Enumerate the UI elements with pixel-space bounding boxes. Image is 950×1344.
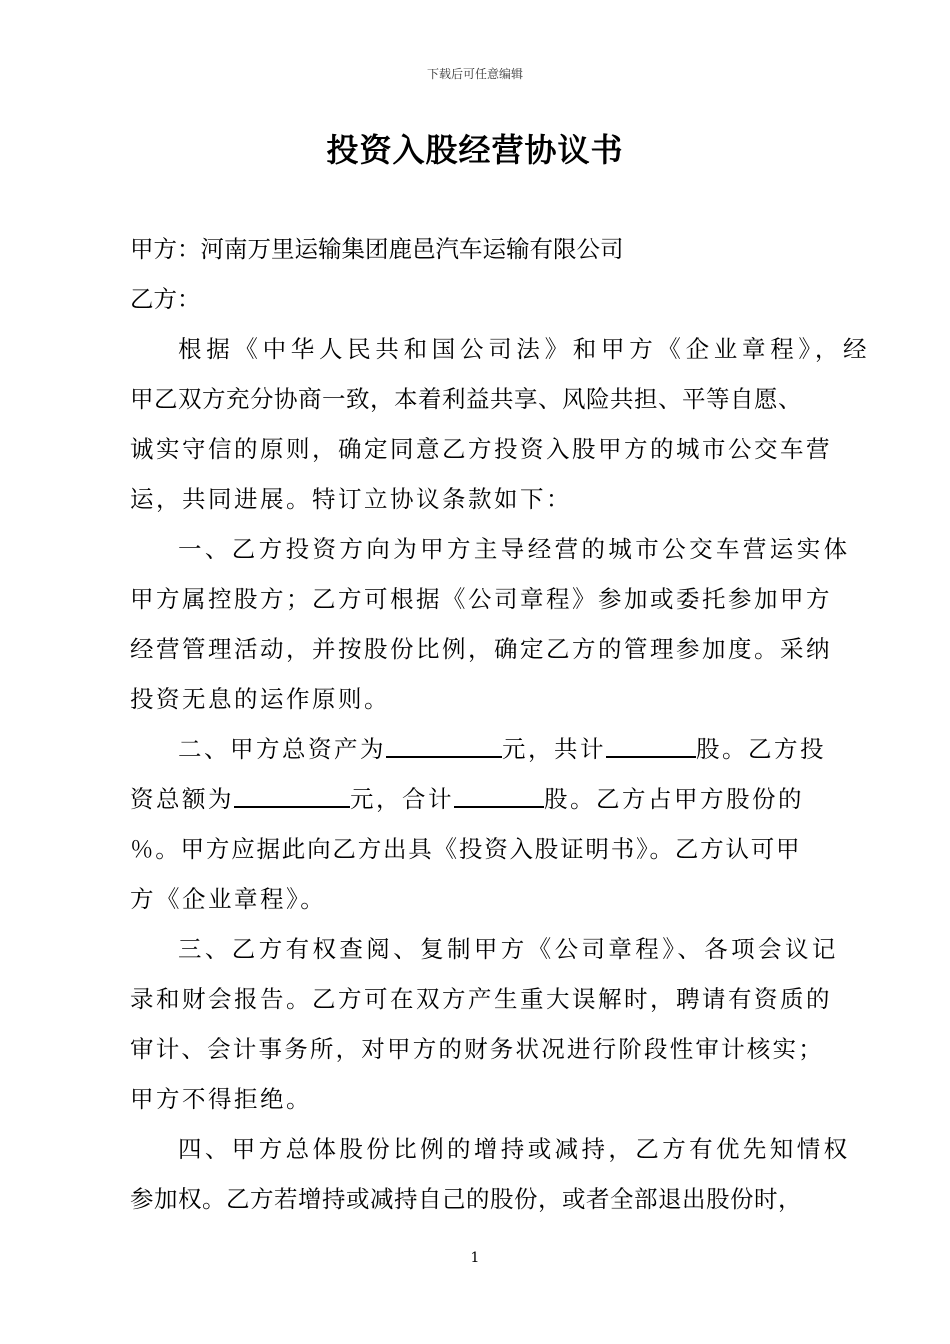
party-a-line: 甲方：河南万里运输集团鹿邑汽车运输有限公司 [130, 235, 624, 263]
investment-shares-blank[interactable] [454, 784, 544, 808]
total-assets-blank[interactable] [386, 734, 502, 758]
clause-2-line: 方《企业章程》。 [130, 885, 327, 913]
clause-2-line [178, 734, 826, 764]
clause-3-line: 三、乙方有权查阅、复制甲方《公司章程》、各项会议记 [178, 935, 839, 963]
clause-4-line: 四、甲方总体股份比例的增持或减持，乙方有优先知情权 [178, 1135, 851, 1163]
clause-2-text: 资总额为 [130, 785, 234, 813]
preamble-line: 甲乙双方充分协商一致，本着利益共享、风险共担、平等自愿、 [130, 385, 802, 413]
preamble-line: 运，共同进展。特订立协议条款如下： [130, 485, 572, 513]
header-note: 下载后可任意编辑 [426, 67, 523, 81]
clause-2-line [130, 784, 804, 814]
clause-2-line: ％。甲方应据此向乙方出具《投资入股证明书》。乙方认可甲 [130, 835, 802, 863]
clause-1-line: 经营管理活动，并按股份比例，确定乙方的管理参加度。采纳 [130, 635, 832, 663]
clause-2-text: 股。乙方投 [696, 735, 826, 763]
preamble-line: 根据《中华人民共和国公司法》和甲方《企业章程》，经 [178, 335, 872, 363]
clause-4-line: 参加权。乙方若增持或减持自己的股份，或者全部退出股份时， [130, 1185, 802, 1213]
clause-1-line: 甲方属控股方；乙方可根据《公司章程》参加或委托参加甲方 [130, 585, 832, 613]
clause-3-line: 甲方不得拒绝。 [130, 1085, 312, 1113]
clause-3-line: 录和财会报告。乙方可在双方产生重大误解时，聘请有资质的 [130, 985, 832, 1013]
page-number: 1 [470, 1250, 480, 1266]
investment-amount-blank[interactable] [234, 784, 350, 808]
clause-2-text: 股。乙方占甲方股份的 [544, 785, 804, 813]
party-b-line: 乙方： [130, 285, 201, 313]
clause-2-text: 二、甲方总资产为 [178, 735, 386, 763]
clause-2-text: 元，共计 [502, 735, 606, 763]
total-shares-blank[interactable] [606, 734, 696, 758]
document-title: 投资入股经营协议书 [326, 131, 624, 169]
clause-2-text: 元，合计 [350, 785, 454, 813]
clause-3-line: 审计、会计事务所，对甲方的财务状况进行阶段性审计核实； [130, 1035, 824, 1063]
clause-1-line: 投资无息的运作原则。 [130, 685, 390, 713]
clause-1-line: 一、乙方投资方向为甲方主导经营的城市公交车营运实体 [178, 535, 851, 563]
preamble-line: 诚实守信的原则，确定同意乙方投资入股甲方的城市公交车营 [130, 435, 832, 463]
